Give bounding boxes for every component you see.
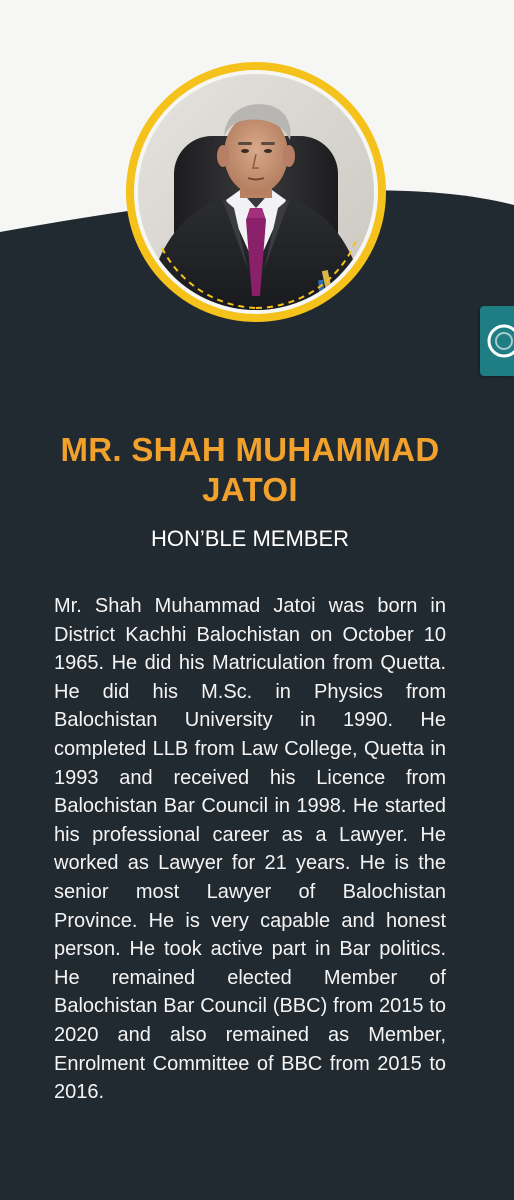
chat-tab-button[interactable] (480, 306, 514, 376)
member-name: MR. SHAH MUHAMMAD JATOI (60, 431, 440, 508)
member-biography: Mr. Shah Muhammad Jatoi was born in District Kachhi Balochistan on October 10 1965. He did his Matriculation from Quetta. He did his M.Sc. in Physics from Balochistan University in 1990. He completed LLB from Law College, Quetta in 1993 and received his Licence from Balochistan Bar Council in 1998. He started his professional career as a Lawyer. He worked as Lawyer for 21 years. He is the senior most Lawyer of Balochistan Province. He is very capable and honest person. He took active part in Bar politics. He remained elected Member of Balochistan Bar Council (BBC) from 2015 to 2020 and also remained as Member, Enrolment Committee of BBC from 2015 to 2016. (54, 595, 446, 1104)
member-role: HON’BLE MEMBER (150, 526, 350, 551)
portrait (122, 58, 390, 326)
portrait-image (122, 58, 390, 326)
chat-icon (480, 306, 514, 376)
